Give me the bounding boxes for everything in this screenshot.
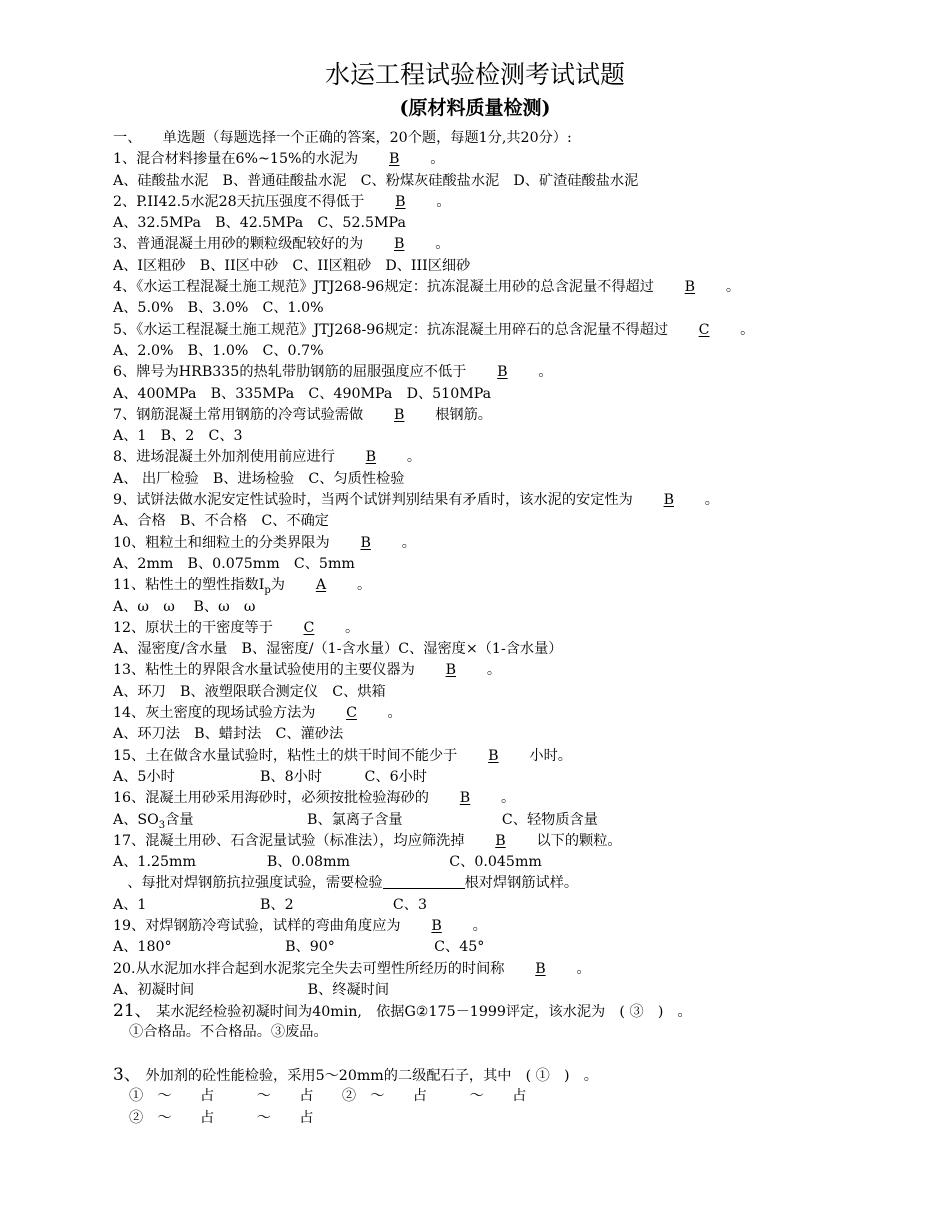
question-text: 13、粘性土的界限含水量试验使用的主要仪器为 bbox=[113, 662, 415, 679]
line-text: A、2mm B、0.075mm C、5mm bbox=[113, 555, 355, 572]
question-line bbox=[113, 873, 933, 894]
question-text: 。 bbox=[401, 534, 416, 551]
question-text: 。 bbox=[436, 193, 451, 210]
question-text: 。 bbox=[486, 662, 502, 679]
option-line bbox=[113, 426, 933, 447]
question-text: 以下的颗粒。 bbox=[536, 832, 622, 849]
question-line bbox=[113, 959, 933, 980]
option-line bbox=[113, 469, 933, 490]
question-line bbox=[113, 320, 933, 341]
question-text: 14、灰土密度的现场试验方法为 bbox=[113, 705, 316, 722]
question-text: 。 bbox=[538, 364, 553, 381]
page-title: 水运工程试验检测考试试题 bbox=[324, 60, 625, 89]
answer-blank: B bbox=[445, 662, 457, 679]
question-line bbox=[113, 405, 933, 426]
option-line bbox=[113, 256, 933, 277]
option-line bbox=[113, 1001, 933, 1022]
question-text: 。 bbox=[725, 279, 741, 296]
line-text: A、1.25mm B、0.08mm C、0.045mm bbox=[113, 854, 542, 871]
option-line bbox=[113, 1022, 933, 1043]
option-line bbox=[113, 937, 933, 958]
line-text: A、环刀 B、液塑限联合测定仪 C、烘箱 bbox=[113, 683, 386, 700]
option-line bbox=[113, 682, 933, 703]
answer-blank: B bbox=[431, 917, 442, 934]
answer-blank: A bbox=[315, 577, 327, 594]
question-line bbox=[113, 447, 933, 468]
question-line bbox=[113, 533, 933, 554]
question-text: 11、粘性土的塑性指数I bbox=[113, 577, 265, 594]
question-text: 。 bbox=[406, 449, 422, 466]
option-line bbox=[113, 384, 933, 405]
question-text: 5、《水运工程混凝土施工规范》JTJ268-96规定：抗冻混凝土用碎石的总含泥量不得超过 bbox=[113, 321, 669, 338]
answer-blank: B bbox=[459, 790, 471, 807]
question-line bbox=[113, 149, 933, 170]
question-line bbox=[113, 788, 933, 809]
question-line bbox=[113, 746, 933, 767]
answer-blank: B bbox=[684, 279, 696, 296]
line-text: A、5.0% B、3.0% C、1.0% bbox=[113, 300, 324, 317]
answer-blank: B bbox=[488, 747, 499, 764]
line-text: A、环刀法 B、蜡封法 C、灌砂法 bbox=[113, 726, 344, 743]
line-text: ② ～ 占 ～ 占 bbox=[129, 1109, 314, 1126]
line-text: A、1 B、2 C、3 bbox=[113, 896, 427, 913]
question-text: 。 bbox=[344, 619, 360, 636]
line-text: A、2.0% B、1.0% C、0.7% bbox=[113, 342, 324, 359]
question-list bbox=[113, 128, 933, 1129]
answer-blank: B bbox=[495, 832, 506, 849]
line-text: A、硅酸盐水泥 B、普通硅酸盐水泥 C、粉煤灰硅酸盐水泥 D、矿渣硅酸盐水泥 bbox=[113, 172, 639, 189]
question-line bbox=[113, 916, 933, 937]
line-text: A、1 B、2 C、3 bbox=[113, 428, 243, 445]
option-line bbox=[113, 767, 933, 788]
question-text: 为 bbox=[270, 577, 285, 594]
question-text: 。 bbox=[704, 492, 719, 509]
question-text: 。 bbox=[435, 236, 450, 253]
question-line bbox=[113, 490, 933, 511]
answer-blank: B bbox=[663, 492, 674, 509]
line-text: A、初凝时间 B、终凝时间 bbox=[113, 981, 390, 998]
line-text: A、Ⅰ区粗砂 B、II区中砂 C、II区粗砂 D、III区细砂 bbox=[113, 257, 471, 274]
line-text: A、5小时 B、8小时 C、6小时 bbox=[113, 768, 427, 785]
question-text: 12、原状土的干密度等于 bbox=[113, 619, 273, 636]
option-line bbox=[113, 597, 933, 618]
question-text: 16、混凝土用砂采用海砂时，必须按批检验海砂的 bbox=[113, 790, 429, 807]
question-text: 。 bbox=[472, 917, 487, 934]
subscript: p bbox=[264, 585, 271, 597]
answer-blank: B bbox=[365, 449, 377, 466]
question-text: 4、《水运工程混凝土施工规范》JTJ268-96规定：抗冻混凝土用砂的总含泥量不得超过 bbox=[113, 279, 654, 296]
question-text: 。 bbox=[576, 960, 591, 977]
question-text: 根对焊钢筋试样。 bbox=[464, 875, 579, 892]
answer-blank: B bbox=[389, 151, 400, 168]
question-text: 。 bbox=[501, 790, 516, 807]
option-line bbox=[113, 511, 933, 532]
answer-blank: B bbox=[394, 406, 405, 423]
option-line bbox=[113, 639, 933, 660]
question-line bbox=[113, 618, 933, 639]
question-text: 15、土在做含水量试验时，粘性土的烘干时间不能少于 bbox=[113, 747, 458, 764]
line-text: A、400MPa B、335MPa C、490MPa D、510MPa bbox=[113, 385, 492, 402]
question-line bbox=[113, 660, 933, 681]
subscript: 3 bbox=[158, 819, 166, 831]
section-heading: 一、 单选题（每题选择一个正确的答案，20个题，每题1分,共20分）: bbox=[113, 130, 572, 146]
line-text: A、 出厂检验 B、进场检验 C、匀质性检验 bbox=[113, 470, 405, 487]
question-text: 20.从水泥加水拌合起到水泥浆完全失去可塑性所经历的时间称 bbox=[113, 960, 505, 977]
question-line bbox=[113, 192, 933, 213]
question-text: A、SO bbox=[113, 811, 159, 828]
answer-blank: C bbox=[698, 321, 710, 338]
question-text: 2、P.II42.5水泥28天抗压强度不得低于 bbox=[113, 193, 365, 210]
question-line bbox=[113, 575, 933, 596]
line-text: 外加剂的砼性能检验，采用5～20mm的二级配石子，其中 ( ① ) 。 bbox=[140, 1068, 598, 1085]
answer-blank: B bbox=[360, 534, 371, 551]
question-text: 。 bbox=[430, 151, 445, 168]
question-text: 17、混凝土用砂、石含泥量试验（标准法），均应筛洗掉 bbox=[113, 832, 465, 849]
page-subtitle: (原材料质量检测) bbox=[399, 97, 551, 119]
question-text: 。 bbox=[387, 705, 402, 722]
question-text: 10、粗粒土和细粒土的分类界限为 bbox=[113, 534, 330, 551]
option-line bbox=[113, 554, 933, 575]
option-line bbox=[113, 213, 933, 234]
option-line bbox=[113, 341, 933, 362]
option-line bbox=[113, 852, 933, 873]
question-number: 3、 bbox=[113, 1065, 141, 1086]
answer-blank: C bbox=[303, 619, 315, 636]
line-text: 某水泥经检验初凝时间为40min, 依据G②175－1999评定，该水泥为 ( ③ ) 。 bbox=[151, 1004, 692, 1021]
option-line bbox=[113, 171, 933, 192]
question-text: 根钢筋。 bbox=[435, 406, 492, 423]
line-text: A、32.5MPa B、42.5MPa C、52.5MPa bbox=[113, 215, 406, 232]
question-text: 19、对焊钢筋冷弯试验，试样的弯曲角度应为 bbox=[113, 917, 401, 934]
question-text: 。 bbox=[356, 577, 372, 594]
question-text: 。 bbox=[740, 321, 755, 338]
question-line bbox=[113, 362, 933, 383]
line-text: A、湿密度/含水量 B、湿密度/（1-含水量）C、湿密度×（1-含水量） bbox=[113, 641, 563, 658]
question-text: 7、钢筋混凝土常用钢筋的冷弯试验需做 bbox=[113, 406, 364, 423]
question-text: 含量 B、氯离子含量 C、轻物质含量 bbox=[165, 811, 598, 828]
question-line bbox=[113, 831, 933, 852]
question-text: 9、试饼法做水泥安定性试验时，当两个试饼判别结果有矛盾时，该水泥的安定性为 bbox=[113, 492, 633, 509]
option-line bbox=[113, 895, 933, 916]
answer-blank: C bbox=[346, 705, 357, 722]
question-text: 6、牌号为HRB335的热轧带肋钢筋的屈服强度应不低于 bbox=[113, 364, 467, 381]
option-line bbox=[113, 1065, 933, 1086]
question-text: 小时。 bbox=[529, 747, 572, 764]
question-text: 3、普通混凝土用砂的颗粒级配较好的为 bbox=[113, 236, 364, 253]
question-line bbox=[113, 703, 933, 724]
question-text: 8、进场混凝土外加剂使用前应进行 bbox=[113, 449, 335, 466]
line-text: ① ～ 占 ～ 占 ② ～ 占 ～ 占 bbox=[129, 1088, 527, 1105]
option-line bbox=[113, 724, 933, 745]
answer-blank: B bbox=[395, 193, 406, 210]
line-text: A、ω ω B、ω ω bbox=[113, 598, 256, 615]
answer-blank: B bbox=[394, 236, 405, 253]
question-line bbox=[113, 234, 933, 255]
option-line bbox=[113, 1108, 933, 1129]
line-text: A、180° B、90° C、45° bbox=[113, 939, 485, 956]
line-text: A、合格 B、不合格 C、不确定 bbox=[113, 513, 329, 530]
question-text: 1、混合材料掺量在6%~15%的水泥为 bbox=[113, 151, 359, 168]
question-line bbox=[113, 1044, 933, 1065]
question-line bbox=[113, 810, 933, 831]
line-text: ①合格品。不合格品。③废品。 bbox=[129, 1024, 328, 1041]
answer-blank-empty bbox=[383, 874, 465, 889]
option-line bbox=[113, 1086, 933, 1107]
option-line bbox=[113, 980, 933, 1001]
question-number: 21、 bbox=[113, 1001, 152, 1022]
answer-blank: B bbox=[497, 364, 508, 381]
option-line bbox=[113, 298, 933, 319]
question-line bbox=[113, 277, 933, 298]
answer-blank: B bbox=[535, 960, 546, 977]
question-text: 、每批对焊钢筋抗拉强度试验，需要检验 bbox=[113, 875, 383, 892]
